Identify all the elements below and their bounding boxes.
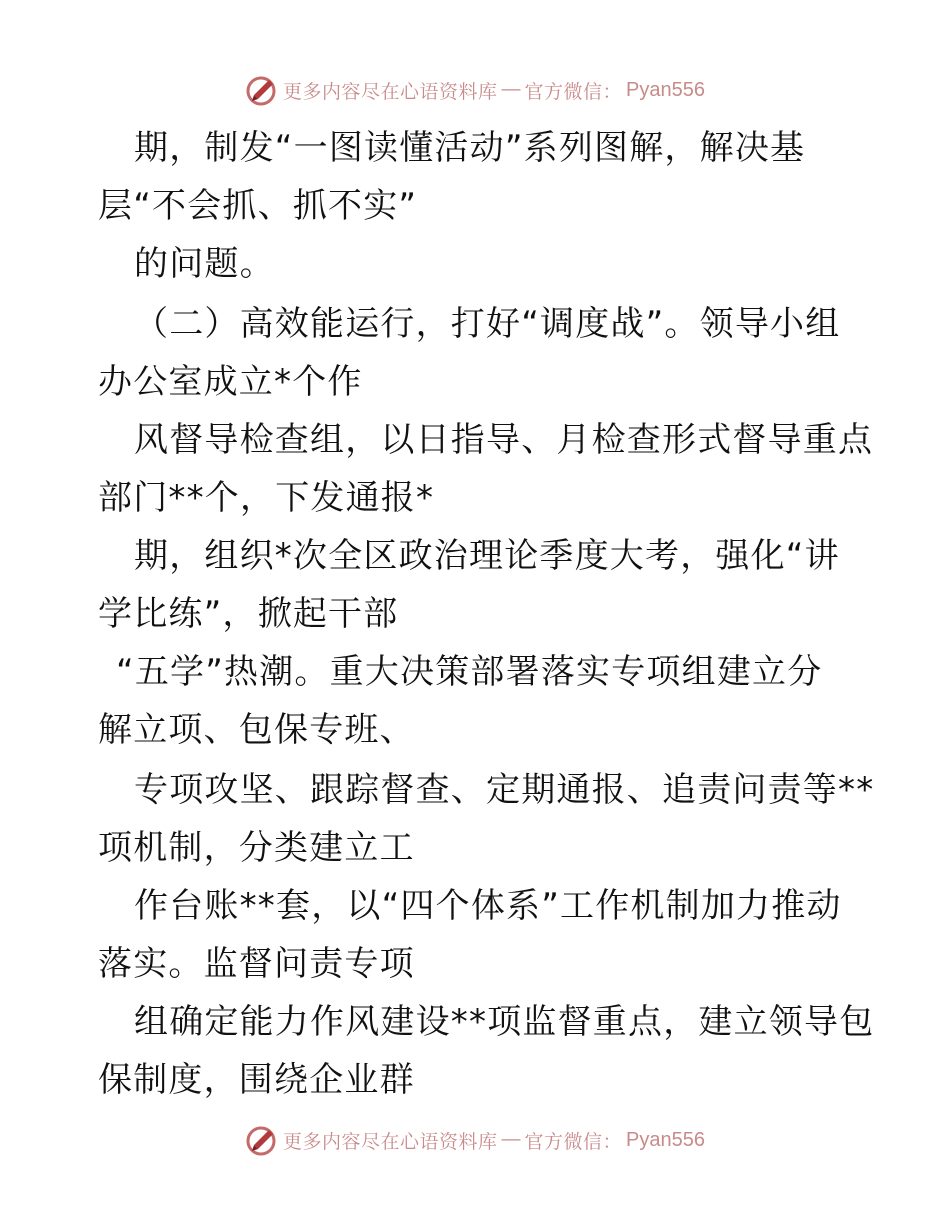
watermark-inner	[245, 1123, 705, 1157]
body-line: 的问题。	[134, 244, 275, 284]
body-line: 专项攻坚、跟踪督查、定期通报、追责问责等**	[134, 770, 875, 810]
body-line: 办公室成立*个作	[98, 362, 363, 402]
footer-watermark	[0, 1120, 950, 1160]
pen-logo-icon	[245, 1123, 279, 1157]
body-line: 作台账**套，以“四个体系”工作机制加力推动	[134, 886, 842, 926]
body-line: “五学”热潮。重大决策部署落实专项组建立分	[116, 652, 823, 692]
watermark-dash: —	[501, 79, 521, 100]
body-line: 期，组织*次全区政治理论季度大考，强化“讲	[134, 536, 840, 576]
pen-logo-icon	[245, 73, 279, 107]
header-watermark	[0, 70, 950, 110]
body-line: （二）高效能运行，打好“调度战”。领导小组	[134, 304, 841, 344]
body-line: 组确定能力作风建设**项监督重点，建立领导包	[134, 1002, 875, 1042]
body-line: 风督导检查组，以日指导、月检查形式督导重点	[134, 420, 874, 460]
watermark-label: 官方微信：	[524, 1130, 623, 1153]
watermark-id: Pyan556	[626, 78, 705, 101]
watermark-text: 更多内容尽在心语资料库	[283, 1130, 498, 1153]
body-line: 期，制发“一图读懂活动”系列图解，解决基	[134, 128, 806, 168]
body-line: 层“不会抓、抓不实”	[98, 186, 418, 226]
watermark-text: 更多内容尽在心语资料库	[283, 80, 498, 103]
watermark-label: 官方微信：	[524, 80, 623, 103]
body-line: 项机制，分类建立工	[98, 828, 415, 868]
body-line: 学比练”，掀起干部	[98, 594, 399, 634]
body-line: 部门**个，下发通报*	[98, 478, 435, 518]
watermark-id: Pyan556	[626, 1128, 705, 1151]
body-line: 解立项、包保专班、	[98, 710, 415, 750]
watermark-dash: —	[501, 1129, 521, 1150]
body-line: 落实。监督问责专项	[98, 944, 415, 984]
watermark-inner	[245, 73, 705, 107]
body-line: 保制度，围绕企业群	[98, 1060, 415, 1100]
